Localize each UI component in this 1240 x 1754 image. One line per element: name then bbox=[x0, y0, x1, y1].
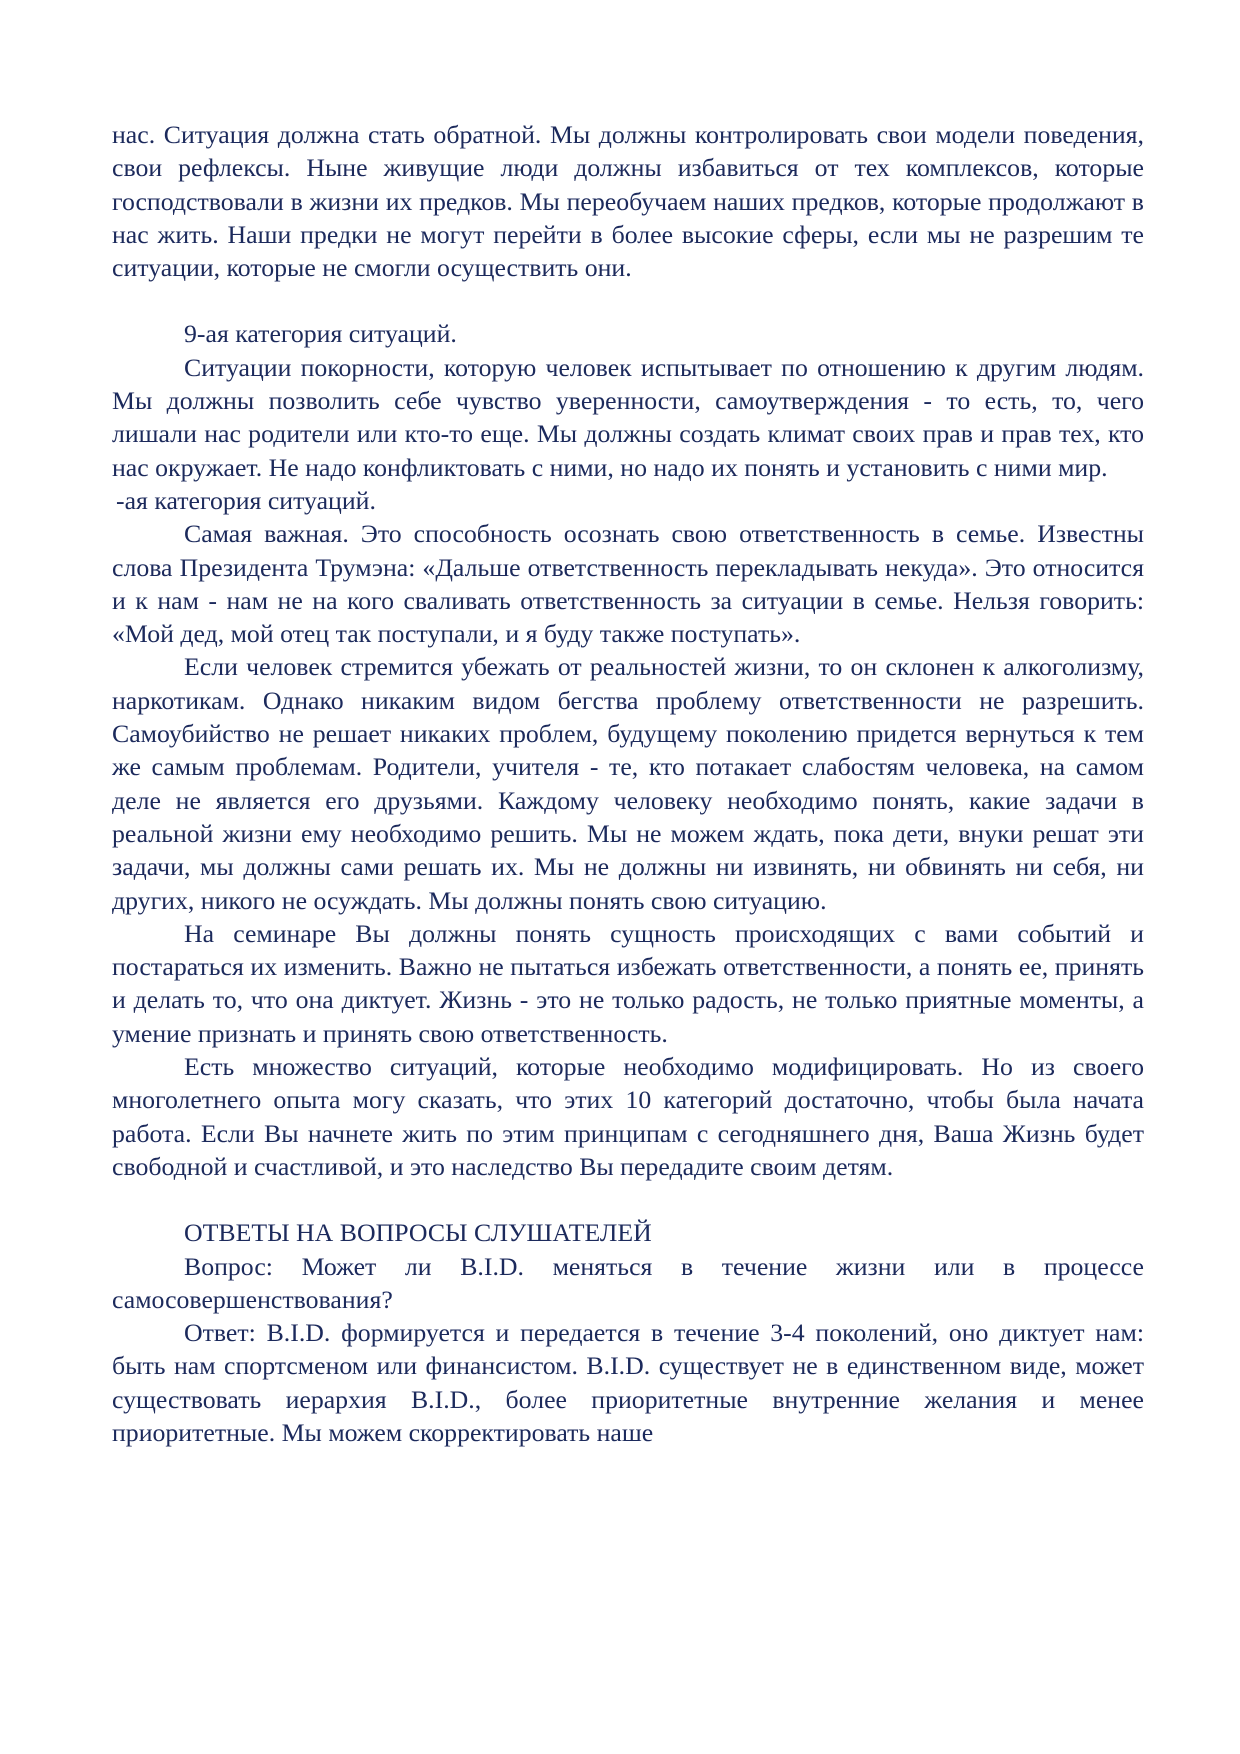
paragraph-responsibility: Самая важная. Это способность осознать свою ответственность в семье. Известны слова Президента Трумэна: «Дальше ответственность перекладывать некуда». Это относится и к нам - нам не на кого сваливать ответственность за ситуации в семье. Нельзя говорить: «Мой дед, мой отец так поступали, и я буду также поступать». bbox=[112, 519, 1144, 649]
paragraph-submission: Ситуации покорности, которую человек испытывает по отношению к другим людям. Мы должны позволить себе чувство уверенности, самоутверждения - то есть, то, чего лишали нас родители или кто-то еще. Мы должны создать климат своих прав и прав тех, кто нас окружает. Не надо конфликтовать с ними, но надо их понять и установить с ними мир. bbox=[112, 352, 1144, 482]
paragraph-ancestors: нас. Ситуация должна стать обратной. Мы должны контролировать свои модели поведения, свои рефлексы. Ныне живущие люди должны избавиться от тех комплексов, которые господствовали в жизни их предков. Мы переобучаем наших предков, которые продолжают в нас жить. Наши предки не могут перейти в более высокие сферы, если мы не разрешим те ситуации, которые не смогли осуществить они. bbox=[112, 120, 1144, 283]
paragraph-answer: Ответ: B.I.D. формируется и передается в течение 3-4 поколений, оно диктует нам: быть нам спортсменом или финансистом. B.I.D. существует не в единственном виде, может существовать иерархия B.I.D., более приоритетные внутренние желания и менее приоритетные. Мы можем скорректировать наше bbox=[112, 1318, 1144, 1447]
heading-category-9: 9-ая категория ситуаций. bbox=[184, 319, 457, 349]
paragraph-situations: Есть множество ситуаций, которые необходимо модифицировать. Но из своего многолетнего опыта могу сказать, что этих 10 категорий достаточно, чтобы была начата работа. Если Вы начнете жить по этим принципам с сегодняшнего дня, Ваша Жизнь будет свободной и счастливой, и это наследство Вы передадите своим детям. bbox=[112, 1052, 1144, 1181]
paragraph-seminar: На семинаре Вы должны понять сущность происходящих с вами событий и постараться их изменить. Важно не пытаться избежать ответственности, а понять ее, принять и делать то, что она диктует. Жизнь - это не только радость, не только приятные моменты, а умение признать и принять свою ответственность. bbox=[112, 918, 1144, 1048]
paragraph-escape: Если человек стремится убежать от реальностей жизни, то он склонен к алкоголизму, наркотикам. Однако никаким видом бегства проблему ответственности не разрешить. Самоубийство не решает никаких проблем, будущему поколению придется вернуться к тем же самым проблемам. Родители, учителя - те, кто потакает слабостям человека, на самом деле не является его друзьями. Каждому человеку необходимо понять, какие задачи в реальной жизни ему необходимо решить. Мы не можем ждать, пока дети, внуки решат эти задачи, мы должны сами решать их. Мы не должны ни извинять, ни обвинять ни себя, ни других, никого не осуждать. Мы должны понять свою ситуацию. bbox=[112, 652, 1144, 915]
heading-category-10: -ая категория ситуаций. bbox=[116, 485, 376, 515]
document-page bbox=[112, 118, 1144, 1449]
paragraph-question: Вопрос: Может ли B.I.D. меняться в течение жизни или в процессе самосовершенствования? bbox=[112, 1251, 1144, 1314]
heading-answers: ОТВЕТЫ НА ВОПРОСЫ СЛУШАТЕЛЕЙ bbox=[184, 1218, 652, 1248]
